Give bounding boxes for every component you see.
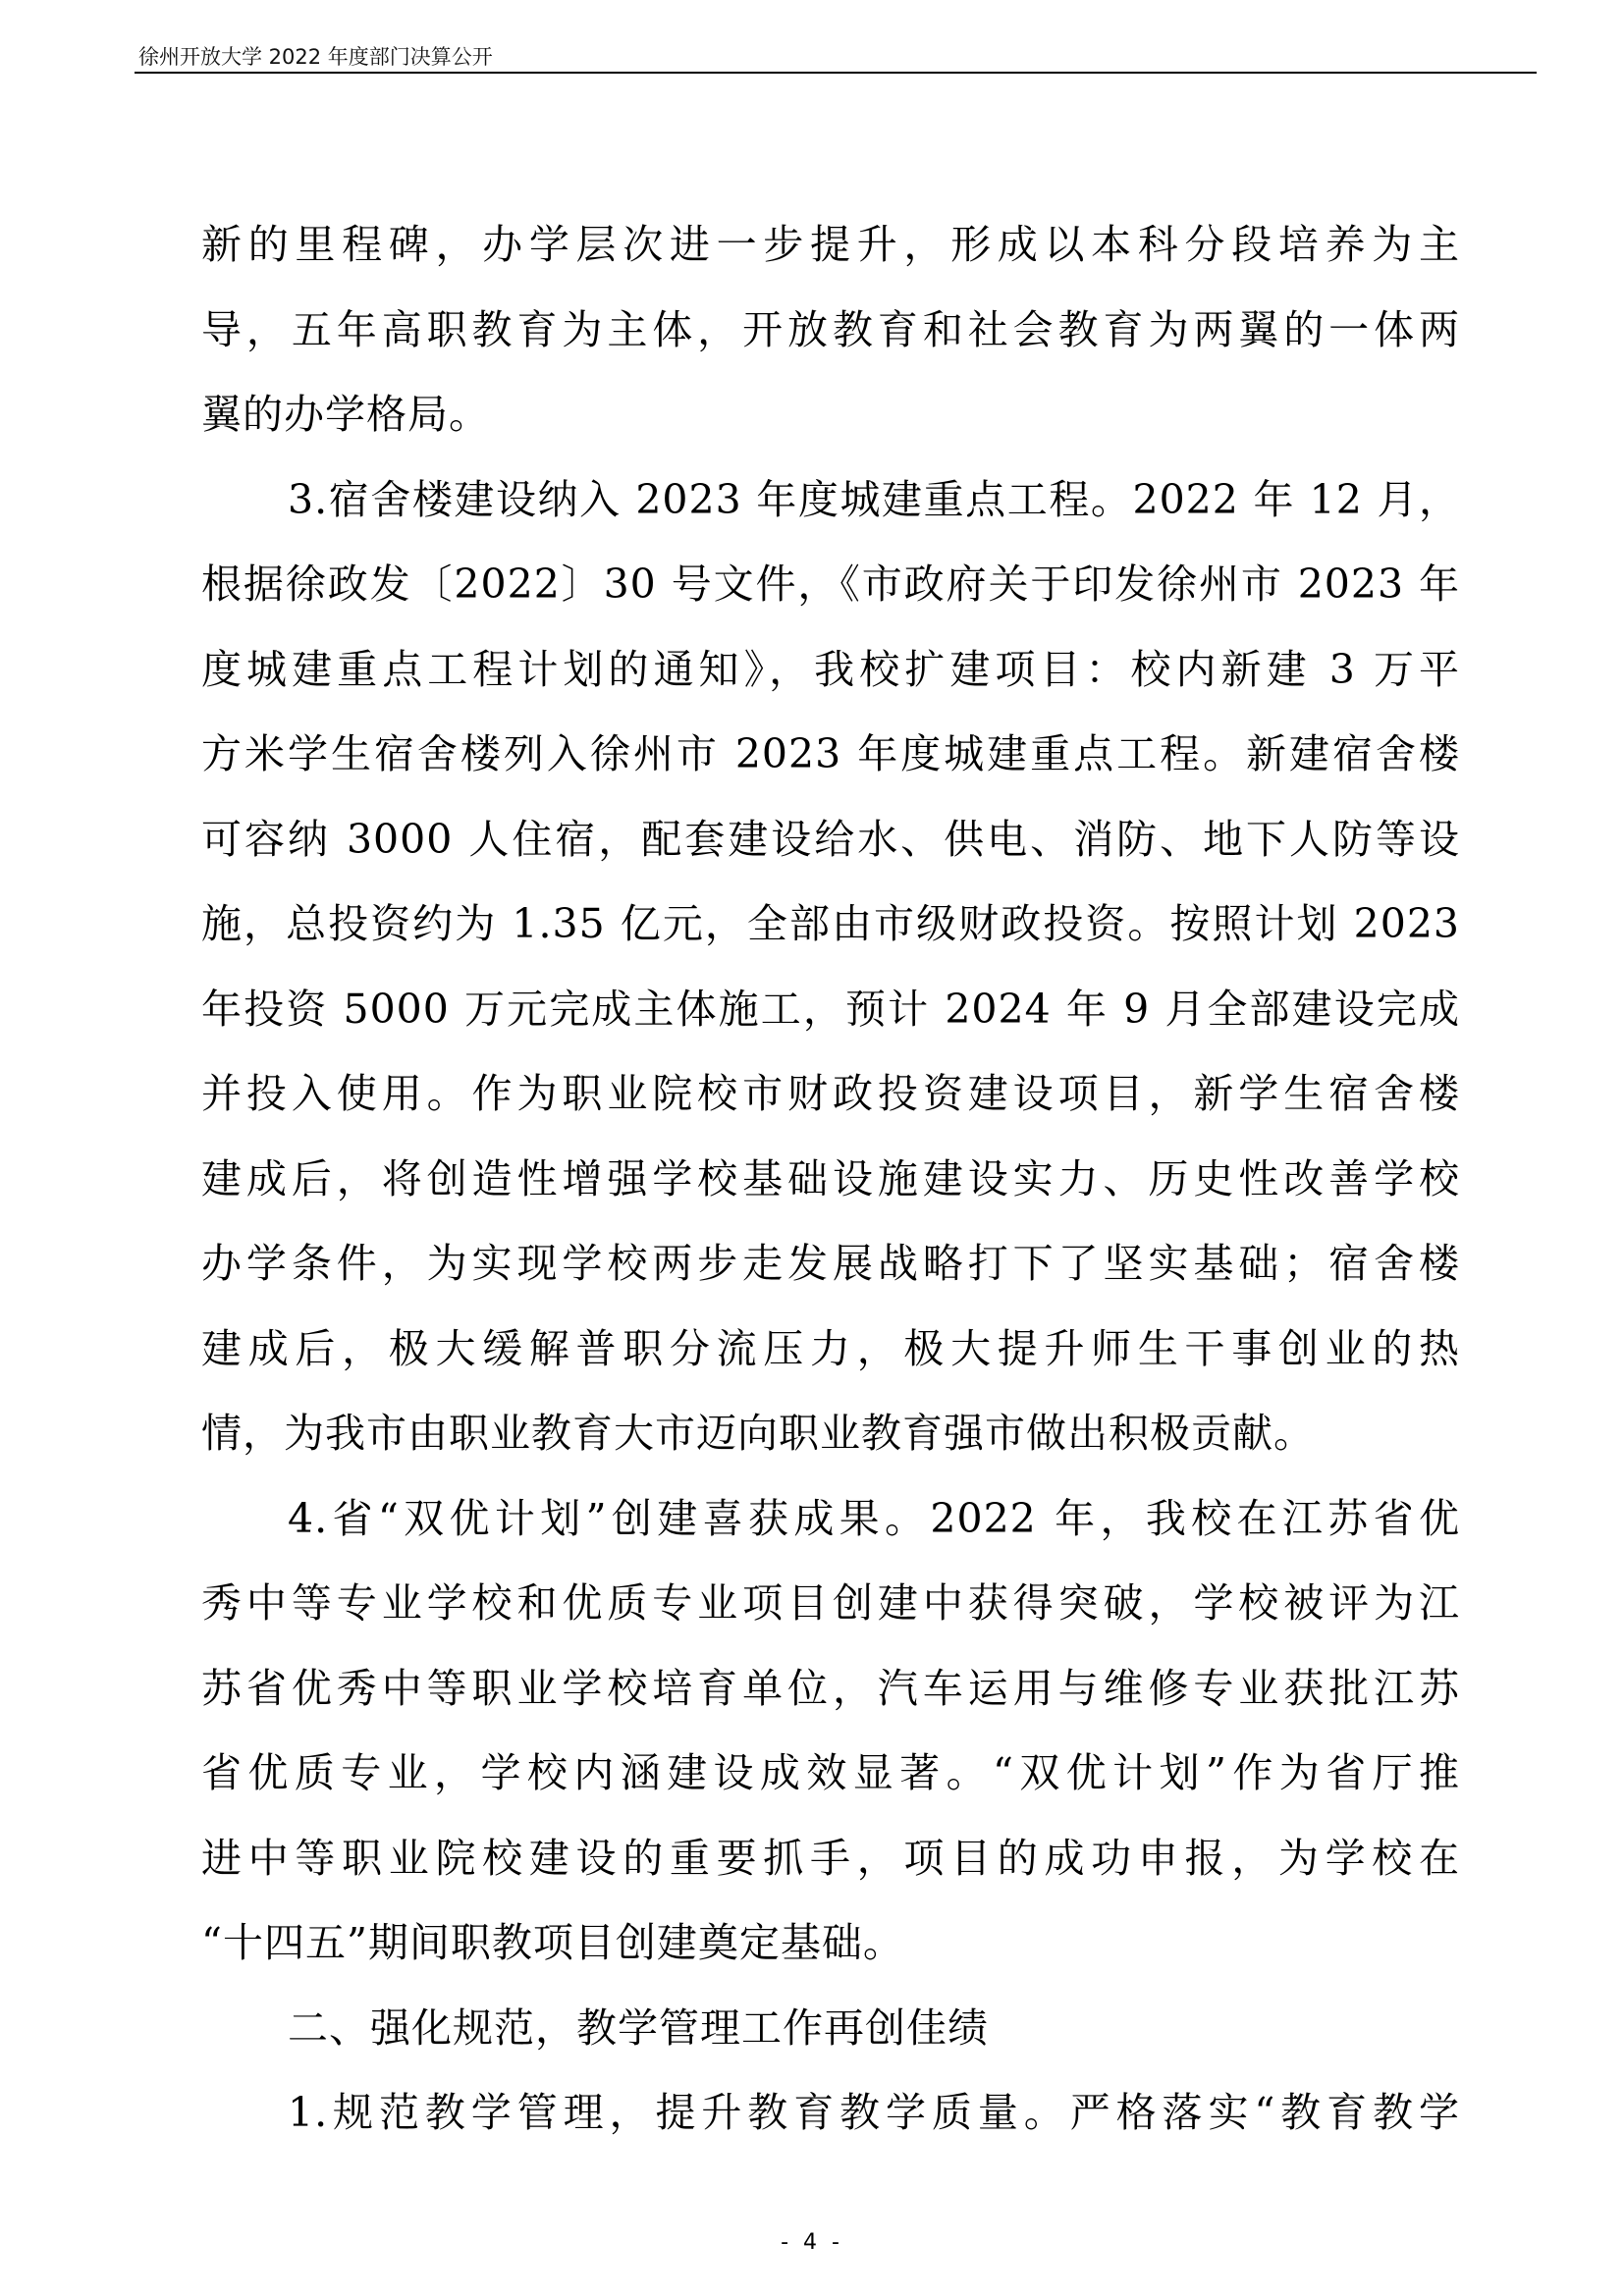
body-line: 建成后，极大缓解普职分流压力，极大提升师生干事创业的热 xyxy=(201,1324,1460,1372)
body-line: 导，五年高职教育为主体，开放教育和社会教育为两翼的一体两 xyxy=(201,305,1460,353)
body-line: 苏省优秀中等职业学校培育单位，汽车运用与维修专业获批江苏 xyxy=(201,1664,1460,1712)
section-item-4-heading: 4.省“双优计划”创建喜获成果。2022 年，我校在江苏省优 xyxy=(288,1494,1460,1542)
body-line: 年投资 5000 万元完成主体施工，预计 2024 年 9 月全部建设完成 xyxy=(201,985,1460,1033)
body-line: 根据徐政发〔2022〕30 号文件，《市政府关于印发徐州市 2023 年 xyxy=(201,561,1460,608)
body-line: 方米学生宿舍楼列入徐州市 2023 年度城建重点工程。新建宿舍楼 xyxy=(201,730,1460,777)
body-line: 建成后，将创造性增强学校基础设施建设实力、历史性改善学校 xyxy=(201,1154,1460,1202)
section-item-3-heading: 3.宿舍楼建设纳入 2023 年度城建重点工程。2022 年 12 月， xyxy=(288,475,1460,523)
body-line: 度城建重点工程计划的通知》，我校扩建项目：校内新建 3 万平 xyxy=(201,645,1460,693)
section-item-1-heading: 1.规范教学管理，提升教育教学质量。严格落实“教育教学 xyxy=(288,2089,1460,2136)
body-line: 办学条件，为实现学校两步走发展战略打下了坚实基础；宿舍楼 xyxy=(201,1240,1460,1287)
body-line: 秀中等专业学校和优质专业项目创建中获得突破，学校被评为江 xyxy=(201,1579,1460,1627)
body-line: 可容纳 3000 人住宿，配套建设给水、供电、消防、地下人防等设 xyxy=(201,815,1460,863)
header-divider xyxy=(135,72,1537,74)
section-heading: 二、强化规范，教学管理工作再创佳绩 xyxy=(288,2003,989,2052)
body-line: 翼的办学格局。 xyxy=(201,391,490,438)
page-number: - 4 - xyxy=(781,2230,843,2255)
body-line: 进中等职业院校建设的重要抓手，项目的成功申报，为学校在 xyxy=(201,1834,1460,1882)
document-body xyxy=(201,202,1460,2156)
body-line: 情，为我市由职业教育大市迈向职业教育强市做出积极贡献。 xyxy=(201,1410,1315,1457)
body-line: 并投入使用。作为职业院校市财政投资建设项目，新学生宿舍楼 xyxy=(201,1070,1460,1117)
header-title: 徐州开放大学 2022 年度部门决算公开 xyxy=(138,45,493,69)
body-line: 省优质专业，学校内涵建设成效显著。“双优计划”作为省厅推 xyxy=(201,1749,1460,1796)
body-line: “十四五”期间职教项目创建奠定基础。 xyxy=(201,1919,904,1966)
body-line: 新的里程碑，办学层次进一步提升，形成以本科分段培养为主 xyxy=(201,221,1460,268)
body-line: 施，总投资约为 1.35 亿元，全部由市级财政投资。按照计划 2023 xyxy=(201,900,1460,947)
